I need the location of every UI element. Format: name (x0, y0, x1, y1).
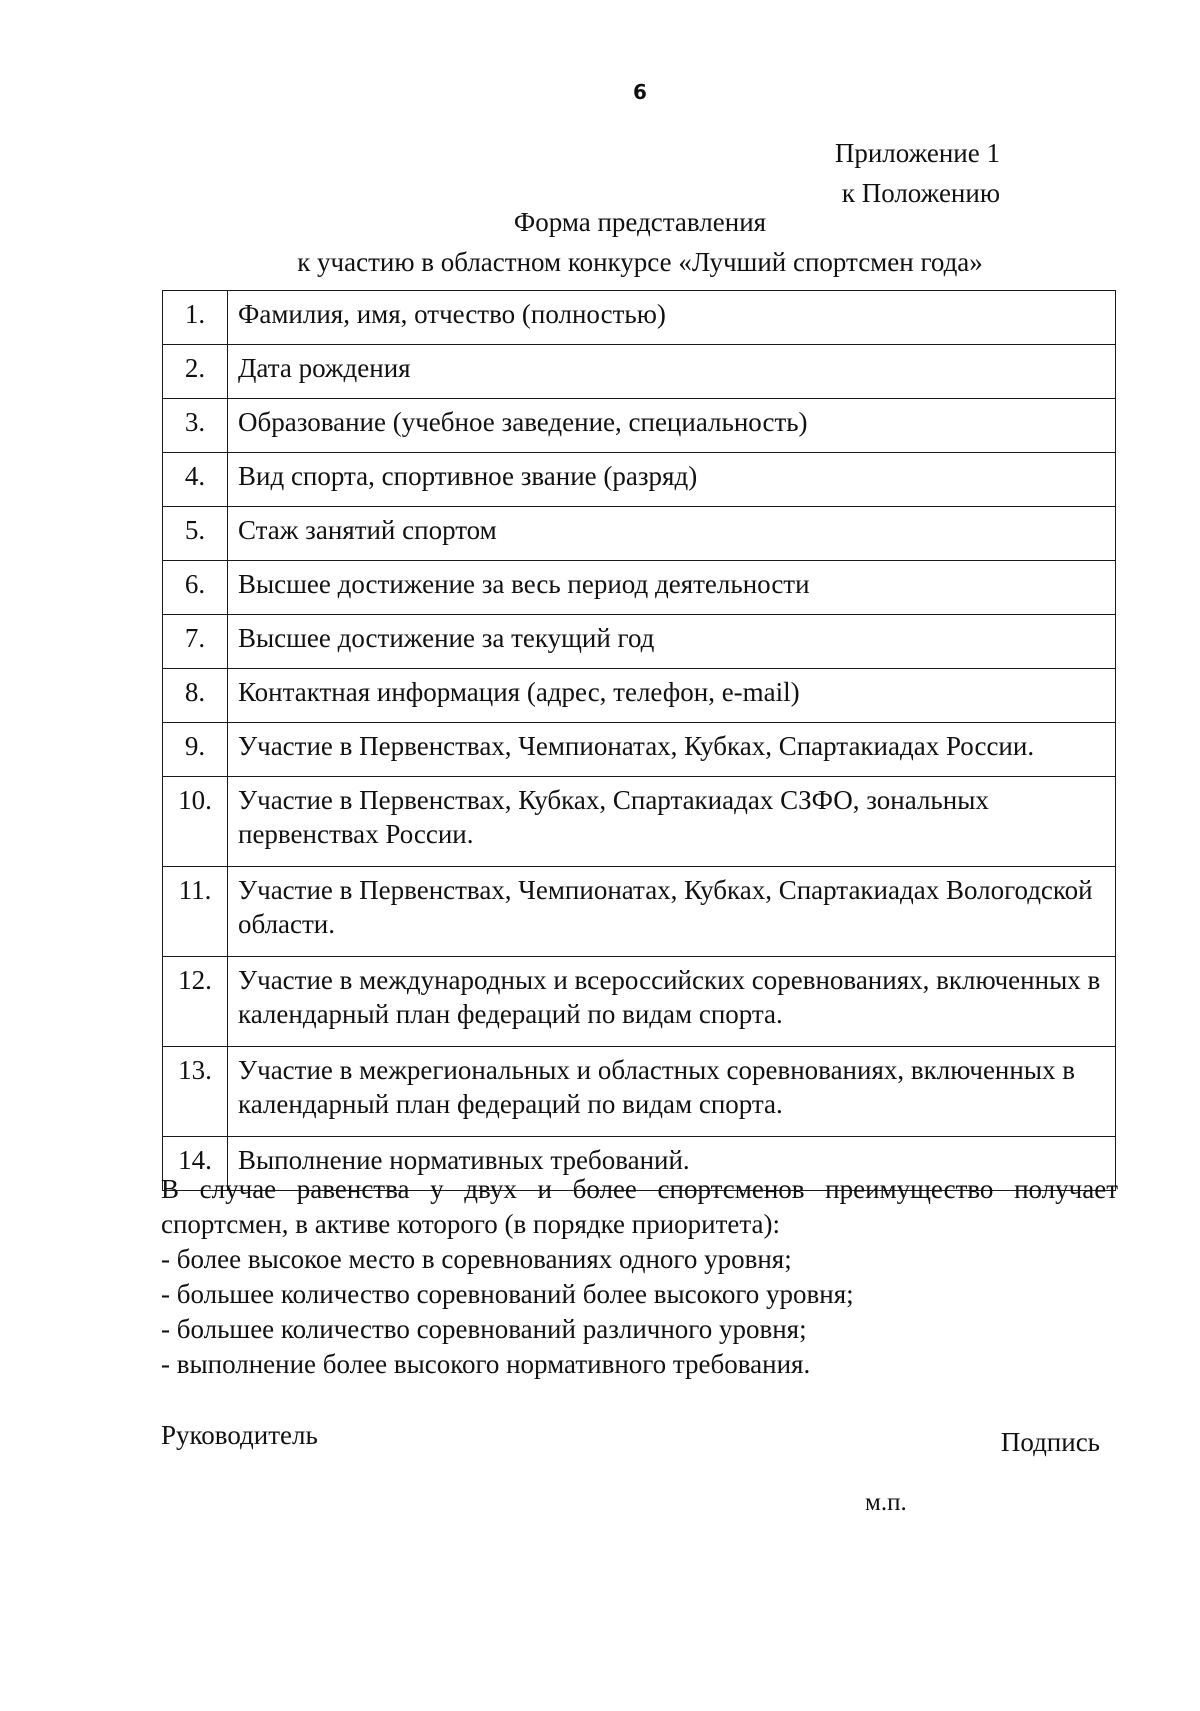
list-item: - выполнение более высокого нормативного требования. (161, 1349, 811, 1379)
row-number: 11. (163, 867, 228, 957)
row-text: Участие в межрегиональных и областных соревнованиях, включенных в календарный план федераций по видам спорта. (228, 1047, 1116, 1137)
row-number: 4. (163, 453, 228, 507)
table-row (163, 291, 1116, 345)
table-row (163, 723, 1116, 777)
list-item: - большее количество соревнований различного уровня; (161, 1314, 807, 1344)
row-number: 14. (163, 1137, 228, 1191)
row-number: 8. (163, 669, 228, 723)
row-text: Высшее достижение за весь период деятельности (228, 561, 1116, 615)
table-row (163, 615, 1116, 669)
form-title-line-2: к участию в областном конкурсе «Лучший спортсмен года» (297, 247, 983, 277)
table-row (163, 345, 1116, 399)
form-title-line-1: Форма представления (513, 207, 767, 237)
row-text: Стаж занятий спортом (228, 507, 1116, 561)
row-number: 10. (163, 777, 228, 867)
row-text: Образование (учебное заведение, специальность) (228, 399, 1116, 453)
row-number: 13. (163, 1047, 228, 1137)
table-row (163, 957, 1116, 1047)
row-text: Участие в Первенствах, Кубках, Спартакиадах СЗФО, зональных первенствах России. (228, 777, 1116, 867)
table-row (163, 507, 1116, 561)
row-number: 3. (163, 399, 228, 453)
row-number: 5. (163, 507, 228, 561)
row-number: 12. (163, 957, 228, 1047)
signature-label: Подпись (1000, 1427, 1100, 1457)
row-text: Дата рождения (228, 345, 1116, 399)
form-title (160, 202, 1120, 282)
table-row (163, 453, 1116, 507)
head-label: Руководитель (161, 1420, 318, 1450)
row-number: 7. (163, 615, 228, 669)
row-number: 1. (163, 291, 228, 345)
row-number: 6. (163, 561, 228, 615)
stamp-place-label: м.п. (865, 1489, 907, 1516)
row-text: Участие в Первенствах, Чемпионатах, Кубках, Спартакиадах Вологодской области. (228, 867, 1116, 957)
row-text: Контактная информация (адрес, телефон, e-mail) (228, 669, 1116, 723)
tie-break-notes (161, 1172, 1118, 1382)
table-row (163, 399, 1116, 453)
page-number: 6 (633, 80, 647, 104)
table-row (163, 777, 1116, 867)
row-text: Выполнение нормативных требований. (228, 1137, 1116, 1191)
appendix-line-1: Приложение 1 (834, 138, 1000, 168)
priority-list (161, 1242, 1118, 1382)
row-number: 2. (163, 345, 228, 399)
list-item: - большее количество соревнований более высокого уровня; (161, 1279, 854, 1309)
list-item: - более высокое место в соревнованиях одного уровня; (161, 1244, 792, 1274)
row-text: Высшее достижение за текущий год (228, 615, 1116, 669)
row-text: Участие в международных и всероссийских соревнованиях, включенных в календарный план федераций по видам спорта. (228, 957, 1116, 1047)
table-row (163, 561, 1116, 615)
row-text: Вид спорта, спортивное звание (разряд) (228, 453, 1116, 507)
appendix-line-2: к Положению (841, 178, 1000, 208)
appendix-header (835, 133, 1000, 213)
row-text: Фамилия, имя, отчество (полностью) (228, 291, 1116, 345)
table-row (163, 1047, 1116, 1137)
form-table (162, 290, 1116, 1191)
table-row (163, 867, 1116, 957)
row-text: Участие в Первенствах, Чемпионатах, Кубках, Спартакиадах России. (228, 723, 1116, 777)
row-number: 9. (163, 723, 228, 777)
notes-intro: В случае равенства у двух и более спортсменов преимущество получает спортсмен, в активе которого (в порядке приоритета): (161, 1174, 1118, 1239)
table-row (163, 669, 1116, 723)
